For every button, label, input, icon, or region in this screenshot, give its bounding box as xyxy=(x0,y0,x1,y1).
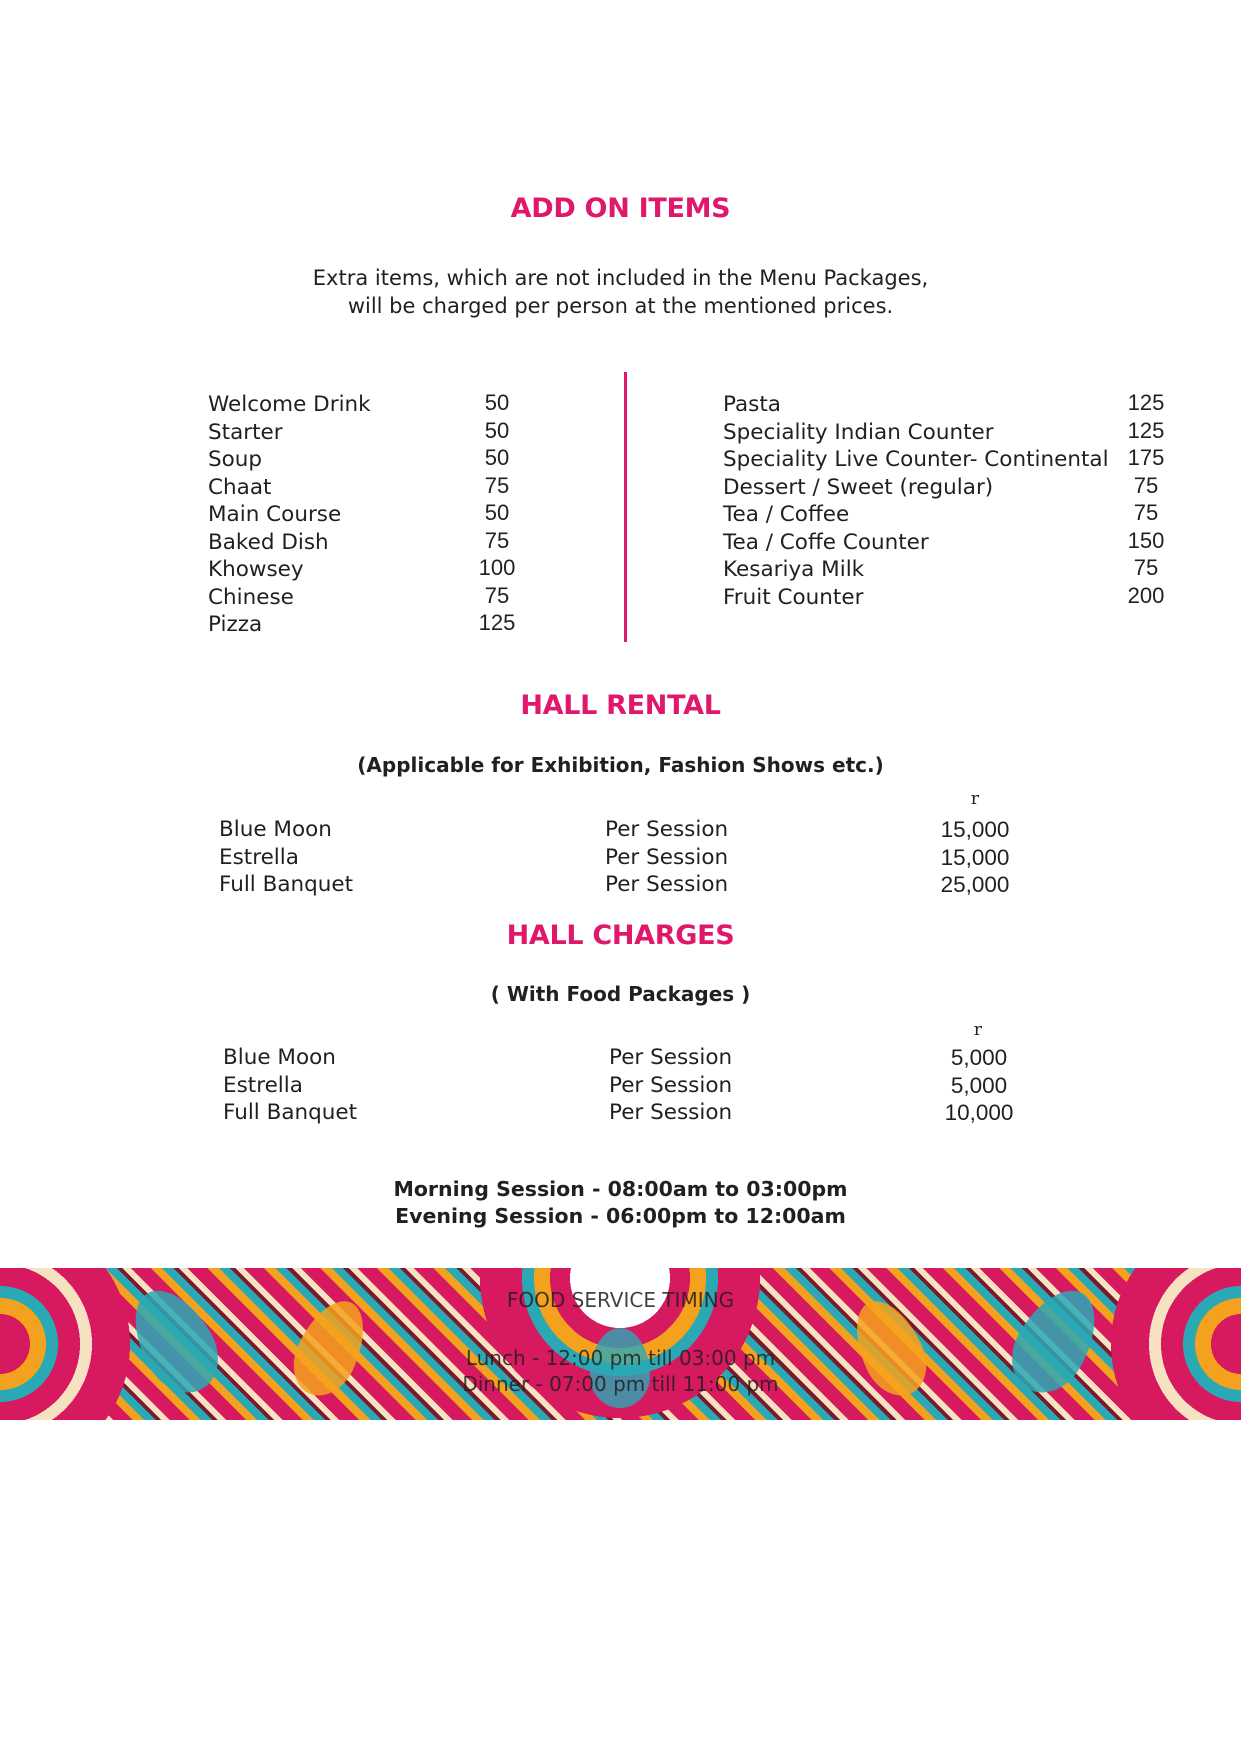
table-row xyxy=(0,1045,1241,1073)
hall-amount: 15,000 xyxy=(940,844,1010,870)
add-on-item-price: 125 xyxy=(478,610,516,635)
add-on-item xyxy=(723,418,1193,446)
add-on-item xyxy=(208,555,528,583)
add-on-item-price: 75 xyxy=(484,472,510,498)
hall-name: Blue Moon xyxy=(219,817,332,842)
add-on-item xyxy=(723,445,1193,473)
add-on-item xyxy=(208,473,528,501)
hall-charges-table xyxy=(0,1045,1241,1128)
add-on-item-name: Speciality Indian Counter xyxy=(723,419,994,445)
hall-name: Full Banquet xyxy=(223,1100,358,1125)
add-on-item-price: 75 xyxy=(1133,500,1159,525)
morning-session: Morning Session - 08:00am to 03:00pm xyxy=(393,1177,848,1201)
add-on-item-name: Soup xyxy=(208,447,263,472)
add-on-item-price: 200 xyxy=(1127,582,1165,608)
add-on-item-price: 50 xyxy=(484,500,510,525)
add-on-intro-line2: will be charged per person at the mentioned prices. xyxy=(347,294,894,318)
add-on-item-name: Speciality Live Counter- Continental xyxy=(723,447,1109,472)
add-on-item-price: 125 xyxy=(1127,390,1165,415)
hall-rental-currency-symbol: r xyxy=(970,789,980,809)
add-on-item-price: 75 xyxy=(1133,555,1159,580)
dinner-timing: Dinner - 07:00 pm till 11:00 pm xyxy=(462,1372,779,1396)
hall-unit: Per Session xyxy=(605,817,729,842)
hall-amount: 5,000 xyxy=(950,1072,1008,1098)
hall-rental-subtitle: (Applicable for Exhibition, Fashion Shows etc.) xyxy=(357,753,884,777)
hall-unit: Per Session xyxy=(609,1045,733,1070)
add-on-item-price: 150 xyxy=(1127,527,1165,553)
add-on-item xyxy=(723,390,1193,418)
hall-name: Estrella xyxy=(219,844,299,870)
add-on-item-name: Pizza xyxy=(208,612,263,637)
food-service-title: FOOD SERVICE TIMING xyxy=(506,1288,735,1312)
add-on-item-name: Tea / Coffe Counter xyxy=(723,529,929,555)
add-on-item-name: Pasta xyxy=(723,392,781,417)
hall-name: Blue Moon xyxy=(223,1045,336,1070)
add-on-item-price: 75 xyxy=(484,527,510,553)
add-on-item xyxy=(208,583,528,611)
session-timings xyxy=(0,1176,1241,1230)
add-on-item xyxy=(208,610,528,638)
add-on-item-name: Chaat xyxy=(208,474,272,500)
add-on-item-price: 75 xyxy=(484,582,510,608)
add-on-item-price: 50 xyxy=(484,445,510,470)
lunch-timing: Lunch - 12:00 pm till 03:00 pm xyxy=(465,1346,776,1370)
add-on-item xyxy=(723,528,1193,556)
add-on-item-name: Fruit Counter xyxy=(723,584,864,610)
hall-charges-currency-symbol: r xyxy=(973,1020,983,1040)
add-on-intro-line1: Extra items, which are not included in the Menu Packages, xyxy=(312,266,929,290)
hall-unit: Per Session xyxy=(605,872,729,897)
add-on-item-name: Kesariya Milk xyxy=(723,557,865,582)
hall-amount: 25,000 xyxy=(940,872,1010,897)
add-on-item xyxy=(208,390,528,418)
add-on-item-name: Main Course xyxy=(208,502,342,527)
hall-unit: Per Session xyxy=(609,1100,733,1125)
hall-rental-title: HALL RENTAL xyxy=(520,690,721,721)
add-on-item-name: Dessert / Sweet (regular) xyxy=(723,474,994,500)
add-on-item xyxy=(208,528,528,556)
add-on-item xyxy=(208,500,528,528)
add-on-item xyxy=(208,445,528,473)
add-on-item xyxy=(723,500,1193,528)
add-on-item-name: Starter xyxy=(208,419,283,445)
add-on-item-price: 175 xyxy=(1127,445,1165,470)
add-on-item xyxy=(723,473,1193,501)
add-on-item-name: Tea / Coffee xyxy=(723,502,850,527)
add-on-item-name: Welcome Drink xyxy=(208,392,371,417)
hall-unit: Per Session xyxy=(609,1072,733,1098)
hall-name: Full Banquet xyxy=(219,872,354,897)
add-on-item-price: 100 xyxy=(478,555,516,580)
table-row xyxy=(0,1100,1241,1128)
hall-amount: 15,000 xyxy=(940,817,1010,842)
hall-name: Estrella xyxy=(223,1072,303,1098)
add-on-item xyxy=(208,418,528,446)
table-row xyxy=(0,872,1241,900)
add-on-item-price: 75 xyxy=(1133,472,1159,498)
add-on-item xyxy=(723,555,1193,583)
add-on-intro xyxy=(0,264,1241,320)
add-on-item-name: Chinese xyxy=(208,584,294,610)
table-row xyxy=(0,845,1241,873)
hall-charges-subtitle: ( With Food Packages ) xyxy=(490,982,751,1006)
hall-unit: Per Session xyxy=(605,844,729,870)
table-row xyxy=(0,1073,1241,1101)
add-on-item-name: Khowsey xyxy=(208,557,304,582)
hall-charges-title: HALL CHARGES xyxy=(506,920,735,951)
add-on-item-price: 125 xyxy=(1127,417,1165,443)
add-on-item-price: 50 xyxy=(484,417,510,443)
hall-rental-table xyxy=(0,817,1241,900)
add-on-title: ADD ON ITEMS xyxy=(510,193,731,224)
column-divider xyxy=(624,372,627,642)
add-on-left-list xyxy=(208,390,528,638)
hall-amount: 10,000 xyxy=(944,1100,1014,1125)
hall-amount: 5,000 xyxy=(950,1045,1008,1070)
table-row xyxy=(0,817,1241,845)
add-on-item xyxy=(723,583,1193,611)
add-on-item-price: 50 xyxy=(484,390,510,415)
add-on-right-list xyxy=(723,390,1193,610)
add-on-item-name: Baked Dish xyxy=(208,529,329,555)
evening-session: Evening Session - 06:00pm to 12:00am xyxy=(395,1204,846,1228)
